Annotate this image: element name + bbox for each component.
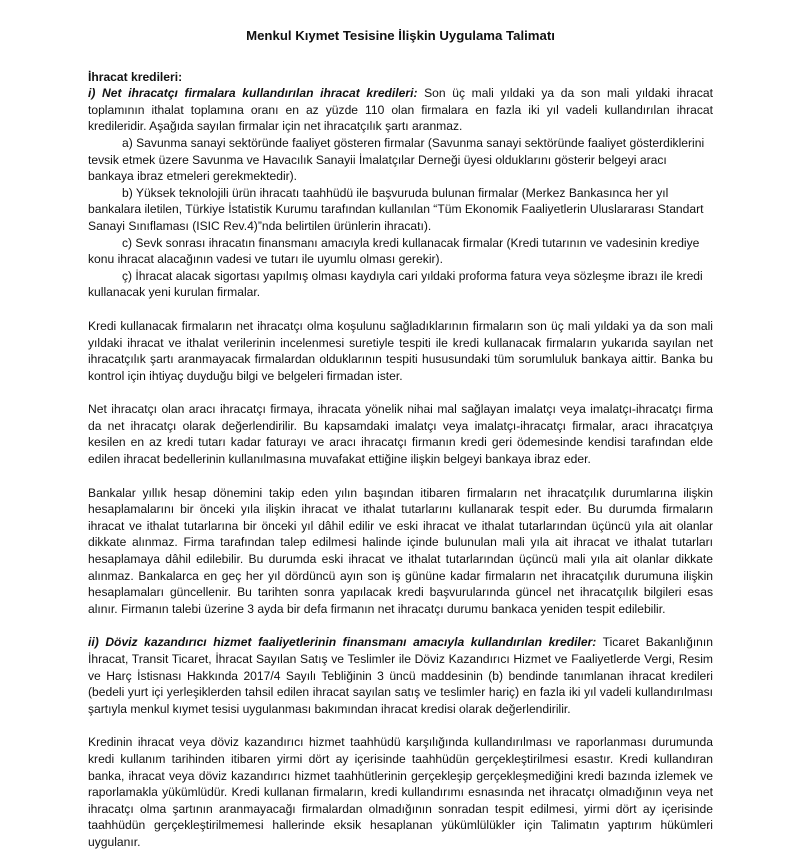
sub-item-c: c) Sevk sonrası ihracatın finansmanı amacıyla kredi kullanacak firmalar (Kredi tutarının ve vadesinin krediye konu ihracat alacağının vadesi ve tutarı ile uyumlu olması gerekir).	[88, 235, 700, 267]
item-i-text: Son üç mali yıldaki ya da son mali yıldaki ihracat toplamının ithalat toplamına oranı en az yüzde 110 olan firmalara en fazla iki yıl vadeli kullandırılan ihracat kredileridir. Aşağıda sayılan firmalar için net ihracatçılık şartı aranmaz.	[88, 86, 713, 134]
sub-item-cc: ç) İhracat alacak sigortası yapılmış olması kaydıyla cari yıldaki proforma fatura veya sözleşme ibrazı ile kredi kullanacak yeni kurulan firmalar.	[88, 268, 703, 300]
paragraph-annual-calculation: Bankalar yıllık hesap dönemini takip eden yılın başından itibaren firmaların net ihracatçılık durumlarına ilişkin hesaplamalarını bir önceki yıla ilişkin ihracat ve ithalat tutarlarını kullanarak tespit eder. Bu durumda firmaların ihracat ve ithalat tutarlarına bir önceki yıl dâhil edilir ve eski ihracat ve ithalat tutarlarından üçüncü yıla ait olanlar dikkate alınmaz. Firma tarafından talep edilmesi halinde içinde bulunulan mali yıla ait ihracat ve ithalat tutarları hesaplamaya dâhil edilebilir. Bu durumda eski ihracat ve ithalat tutarlarından üçüncü mali yıla ait olanlar dikkate alınmaz. Bankalarca en geç her yıl dördüncü ayın son iş gününe kadar firmaların net ihracatçılık durumuna ilişkin hesaplamaları güncellenir. Bu tarihten sonra yapılacak kredi başvurularında güncel net ihracatçılık bilgileri esas alınır. Firmanın talebi üzerine 3 ayda bir defa firmanın net ihracatçı durumu bankaca yeniden tespit edilebilir.	[88, 485, 713, 616]
item-ii-text: Ticaret Bakanlığının İhracat, Transit Ticaret, İhracat Sayılan Satış ve Teslimler ile Döviz Kazandırıcı Hizmet ve Faaliyetlerde Vergi, Resim ve Harç İstisnası Hakkında 2017/4 Sayılı Tebliğinin 3 üncü maddesinin (b) bendinde tanımlanan ihracat kredileri (bedeli yurt içi yerleşiklerden tahsil edilen ihracat sayılan satış ve teslimler hariç) en fazla iki yıl vadeli kullandırılması şartıyla menkul kıymet tesisi uygulanması bakımından ihracat kredisi olarak değerlendirilir.	[88, 635, 713, 716]
paragraph-commitment-tracking: Kredinin ihracat veya döviz kazandırıcı hizmet taahhüdü karşılığında kullandırılması ve raporlanması durumunda kredi kullanım tarihinden itibaren yirmi dört ay içerisinde taahhüdün gerçekleştirilmesi esastır. Kredi kullandıran banka, ihracat veya döviz kazandırıcı hizmet taahhütlerinin gerçekleşip gerçekleşmediğini kredi bazında izlemek ve raporlamakla yükümlüdür. Kredi kullanan firmaların, kredi kullandırımı esnasında net ihracatçı olmadığının veya net ihracatçı olma şartının aranmayacağı firmalardan olmadığının sonradan tespit edilmesi, yirmi dört ay içerisinde taahhüdün gerçekleştirilmemesi hallerinde eksik hesaplanan yükümlülükler için Talimatın yaptırım hükümleri uygulanır.	[88, 735, 713, 849]
paragraph-net-exporter-responsibility: Kredi kullanacak firmaların net ihracatçı olma koşulunu sağladıklarının firmaların son üç mali yıldaki ya da son mali yıldaki ihracat ve ithalat verilerinin incelenmesi suretiyle tespiti ile kredi kullanacak firmaların yukarıda sayılan net ihracatçılık şartı aranmayacak firmalardan olduklarının tespiti hususundaki tüm sorumluluk bankaya aittir. Banka bu kontrol için ihtiyaç duyduğu bilgi ve belgeleri firmadan ister.	[88, 318, 713, 383]
item-i-label: i) Net ihracatçı firmalara kullandırılan ihracat kredileri:	[88, 86, 418, 101]
item-ii-label: ii) Döviz kazandırıcı hizmet faaliyetlerinin finansmanı amacıyla kullandırılan krediler:	[88, 635, 597, 650]
sub-item-a: a) Savunma sanayi sektöründe faaliyet gösteren firmalar (Savunma sanayi sektöründe faaliyet gösterdiklerini tevsik etmek üzere Savunma ve Havacılık Sanayii İmalatçılar Derneği üyesi olduklarını gösterir belgeyi aracı bankaya ibraz etmeleri gerekmektedir).	[88, 135, 705, 184]
item-ii-paragraph	[88, 634, 713, 717]
document-title: Menkul Kıymet Tesisine İlişkin Uygulama Talimatı	[246, 28, 555, 43]
paragraph-intermediary-exporter: Net ihracatçı olan aracı ihracatçı firmaya, ihracata yönelik nihai mal sağlayan imalatçı veya imalatçı-ihracatçı firma da net ihracatçı olarak değerlendirilir. Bu kapsamdaki imalatçı veya imalatçı-ihracatçı firmalar, aracı ihracatçıya kesilen en az kredi tutarı kadar faturayı ve aracı ihracatçı firmanın kredi geri ödemesinde kendisi tarafından elde edilen ihracat bedellerinin kullanılmasına muvafakat ettiğine ilişkin belgeyi bankaya ibraz eder.	[88, 402, 713, 467]
section-heading: İhracat kredileri:	[88, 69, 183, 84]
sub-item-b: b) Yüksek teknolojili ürün ihracatı taahhüdü ile başvuruda bulunan firmalar (Merkez Bankasınca her yıl bankalara iletilen, Türkiye İstatistik Kurumu tarafından kullanılan “Tüm Ekonomik Faaliyetlerin Uluslararası Standart Sanayi Sınıflaması (ISIC Rev.4)”nda belirtilen ürünlerin ihracatı).	[88, 185, 704, 233]
item-i-paragraph	[88, 85, 713, 135]
